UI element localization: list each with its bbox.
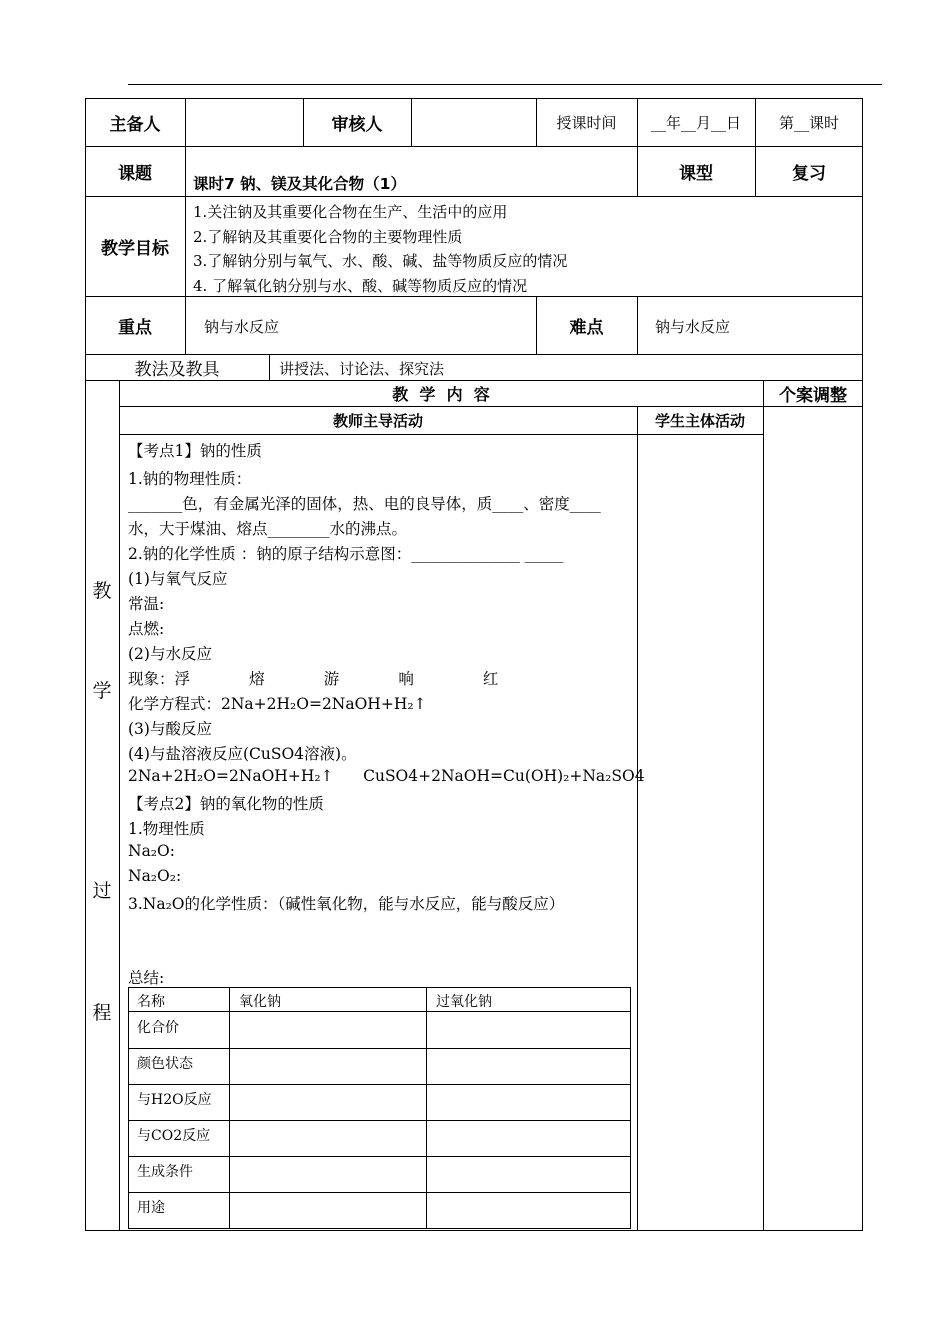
objective-item: 4. 了解氧化钠分别与水、酸、碱等物质反应的情况 xyxy=(193,276,528,295)
content-line: 3.Na₂O的化学性质：（碱性氧化物，能与水反应，能与酸反应） xyxy=(128,895,565,913)
date-blank: __年__月__日 xyxy=(650,113,741,132)
content-line: 【考点1】钠的性质 xyxy=(128,442,262,460)
side-label-char: 过 xyxy=(92,880,112,902)
objective-item: 1.关注钠及其重要化合物在生产、生活中的应用 xyxy=(193,203,508,221)
header-rule xyxy=(128,84,882,85)
objectives-label: 教学目标 xyxy=(101,238,169,259)
content-line: 2Na+2H₂O=2NaOH+H₂↑ CuSO4+2NaOH=Cu(OH)₂+Na₂SO4 xyxy=(128,767,645,785)
content-line: 【考点2】钠的氧化物的性质 xyxy=(128,795,324,813)
summary-header: 名称 xyxy=(137,994,165,1010)
content-line: 现象：浮 熔 游 响 红 xyxy=(128,670,499,688)
content-line: 常温: xyxy=(128,595,165,613)
lesson-type-label: 课型 xyxy=(679,163,713,184)
student-heading: 学生主体活动 xyxy=(654,411,745,430)
key-point-label: 重点 xyxy=(118,317,152,338)
objective-item: 2.了解钠及其重要化合物的主要物理性质 xyxy=(193,227,463,246)
content-heading: 教 学 内 容 xyxy=(392,384,490,404)
summary-row-label: 用途 xyxy=(137,1200,165,1216)
period-blank: 第__课时 xyxy=(778,113,839,132)
content-line: 点燃: xyxy=(128,620,165,638)
content-line: 1.钠的物理性质： xyxy=(128,470,252,488)
summary-header: 过氧化钠 xyxy=(436,994,492,1010)
reviewer-label: 审核人 xyxy=(331,114,383,135)
summary-row-label: 化合价 xyxy=(137,1020,179,1036)
side-label-char: 学 xyxy=(92,680,112,702)
summary-row-label: 与CO2反应 xyxy=(137,1128,211,1144)
difficulty-value: 钠与水反应 xyxy=(655,318,731,336)
content-line: (3)与酸反应 xyxy=(128,720,212,738)
key-point-value: 钠与水反应 xyxy=(204,318,280,336)
content-line: (4)与盐溶液反应(CuSO4溶液)。 xyxy=(128,745,357,763)
reviewer-value xyxy=(411,98,536,146)
topic-label: 课题 xyxy=(118,163,152,184)
topic-value: 课时7 钠、镁及其化合物（1） xyxy=(193,175,406,193)
methods-value: 讲授法、讨论法、探究法 xyxy=(279,360,445,378)
content-line: _______色，有金属光泽的固体，热、电的良导体，质____、密度____ xyxy=(128,495,601,513)
summary-label: 总结: xyxy=(128,969,165,987)
side-label-char: 教 xyxy=(92,580,112,602)
content-line: (1)与氧气反应 xyxy=(128,570,228,588)
adjust-heading: 个案调整 xyxy=(779,385,847,406)
preparer-value xyxy=(185,98,303,146)
methods-label: 教法及教具 xyxy=(134,359,220,380)
content-line: Na₂O: xyxy=(128,842,175,860)
summary-row-label: 与H2O反应 xyxy=(137,1092,212,1108)
difficulty-label: 难点 xyxy=(569,317,604,338)
content-line: (2)与水反应 xyxy=(128,645,212,663)
objectives-list xyxy=(193,200,567,298)
summary-row-label: 生成条件 xyxy=(137,1164,193,1180)
side-label-char: 程 xyxy=(92,1002,112,1024)
content-line: 水，大于煤油、熔点________水的沸点。 xyxy=(128,520,408,538)
content-line: Na₂O₂: xyxy=(128,867,182,885)
content-line: 1.物理性质 xyxy=(128,820,205,838)
objective-item: 3.了解钠分别与氧气、水、酸、碱、盐等物质反应的情况 xyxy=(193,252,568,270)
teacher-heading: 教师主导活动 xyxy=(332,411,423,430)
summary-header: 氧化钠 xyxy=(239,994,281,1010)
preparer-label: 主备人 xyxy=(109,114,161,135)
lesson-type-value: 复习 xyxy=(792,163,826,184)
content-line: 2.钠的化学性质 ：钠的原子结构示意图：______________ _____ xyxy=(128,545,564,563)
summary-row-label: 颜色状态 xyxy=(137,1056,193,1072)
class-time-label: 授课时间 xyxy=(556,113,617,132)
content-line: 化学方程式：2Na+2H₂O=2NaOH+H₂↑ xyxy=(128,695,427,713)
